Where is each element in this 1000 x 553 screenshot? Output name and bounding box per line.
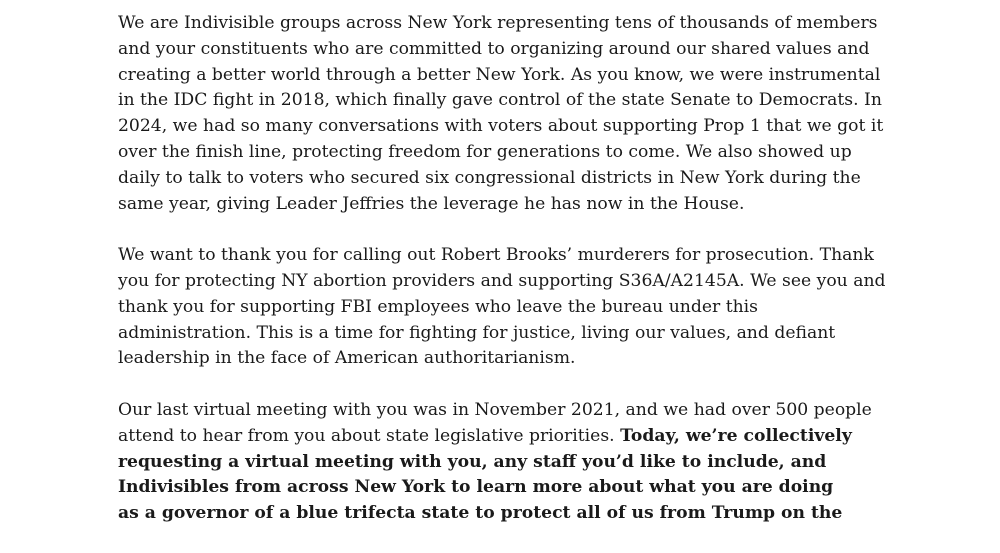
text-line xyxy=(118,398,888,424)
text-line xyxy=(118,321,888,347)
text-line xyxy=(118,140,888,166)
text-line xyxy=(118,166,888,192)
text-segment: same year, giving Leader Jeffries the leverage he has now in the House. xyxy=(118,193,745,214)
text-segment: thank you for supporting FBI employees who leave the bureau under this xyxy=(118,296,758,317)
text-segment: in the IDC fight in 2018, which finally gave control of the state Senate to Democrats. In xyxy=(118,90,882,111)
text-line xyxy=(118,243,888,269)
text-line xyxy=(118,114,888,140)
text-segment: daily to talk to voters who secured six congressional districts in New York during the xyxy=(118,167,861,188)
text-segment: over the finish line, protecting freedom for generations to come. We also showed up xyxy=(118,141,852,162)
text-line xyxy=(118,295,888,321)
text-line xyxy=(118,192,888,218)
text-line xyxy=(118,11,888,37)
letter-body xyxy=(118,11,888,553)
text-segment: We want to thank you for calling out Robert Brooks’ murderers for prosecution. Thank xyxy=(118,245,874,266)
text-line xyxy=(118,63,888,89)
text-segment: We are Indivisible groups across New York representing tens of thousands of members xyxy=(118,13,878,33)
text-segment: creating a better world through a better New York. As you know, we were instrumental xyxy=(118,64,881,85)
text-line xyxy=(118,501,888,527)
bold-text-segment: requesting a virtual meeting with you, any staff you’d like to include, and xyxy=(118,451,827,472)
text-segment: Our last virtual meeting with you was in November 2021, and we had over 500 people xyxy=(118,399,872,420)
text-segment: leadership in the face of American authoritarianism. xyxy=(118,348,576,369)
text-segment: you for protecting NY abortion providers and supporting S36A/A2145A. We see you and xyxy=(118,270,886,291)
text-line xyxy=(118,450,888,476)
bold-text-segment: as a governor of a blue trifecta state to protect all of us from Trump on the xyxy=(118,503,843,524)
text-segment: administration. This is a time for fighting for justice, living our values, and defiant xyxy=(118,322,836,343)
bold-text-segment: Today, we’re collectively xyxy=(620,425,852,446)
letter-paragraph xyxy=(118,398,888,527)
text-line xyxy=(118,424,888,450)
text-line xyxy=(118,37,888,63)
text-line xyxy=(118,475,888,501)
letter-paragraph xyxy=(118,11,888,217)
text-segment: and your constituents who are committed to organizing around our shared values and xyxy=(118,38,870,59)
bold-text-segment: Indivisibles from across New York to learn more about what you are doing xyxy=(118,477,834,498)
text-line xyxy=(118,346,888,372)
text-segment: attend to hear from you about state legislative priorities. xyxy=(118,425,621,446)
text-segment: 2024, we had so many conversations with voters about supporting Prop 1 that we got it xyxy=(118,116,884,137)
text-line xyxy=(118,88,888,114)
letter-paragraph xyxy=(118,243,888,372)
text-line xyxy=(118,269,888,295)
